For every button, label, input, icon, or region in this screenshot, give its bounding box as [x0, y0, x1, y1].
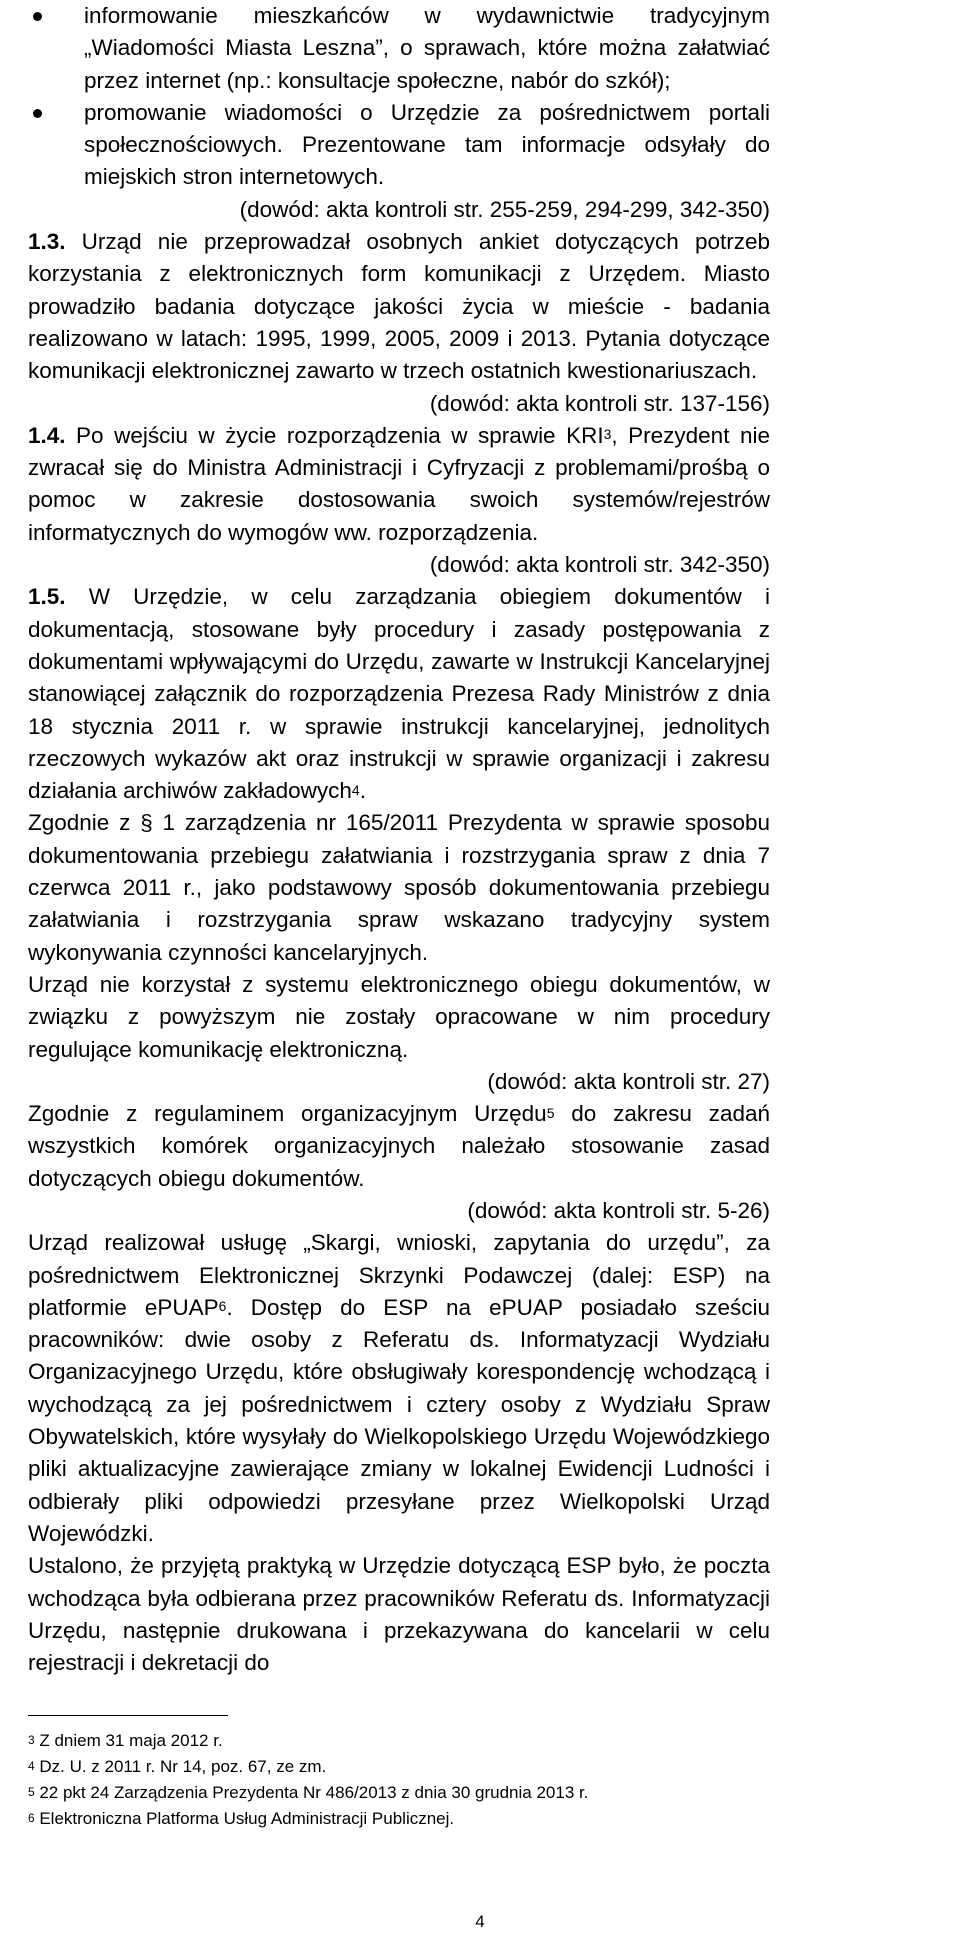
footnote-ref: 6 — [218, 1298, 227, 1315]
footnote-ref: 4 — [351, 781, 360, 798]
page-content — [28, 0, 770, 1832]
bullet-text: informowanie mieszkańców w wydawnictwie tradycyjnym „Wiadomości Miasta Leszna”, o sprawach, które można załatwiać przez internet (np.: konsultacje społeczne, nabór do szkół); — [84, 3, 770, 93]
evidence-reference: (dowód: akta kontroli str. 255-259, 294-299, 342-350) — [239, 196, 770, 222]
bullet-text: promowanie wiadomości o Urzędzie za pośrednictwem portali społecznościowych. Prezentowane tam informacje odsyłały do miejskich stron internetowych. — [84, 99, 770, 190]
bullet-icon — [33, 109, 42, 118]
footnote-text: Elektroniczna Platforma Usług Administracji Publicznej. — [34, 1809, 455, 1829]
footnote-number: 6 — [28, 1811, 35, 1826]
footnote-number: 5 — [28, 1785, 35, 1800]
evidence-reference: (dowód: akta kontroli str. 27) — [487, 1068, 770, 1094]
footnote — [28, 1806, 770, 1832]
footnote-separator — [28, 1715, 228, 1716]
section-1-4 — [28, 420, 770, 549]
section-text: Po wejściu w życie rozporządzenia w sprawie KRI — [65, 422, 604, 448]
footnote-text: 22 pkt 24 Zarządzenia Prezydenta Nr 486/2013 z dnia 30 grudnia 2013 r. — [34, 1783, 589, 1803]
paragraph-text-continued: do zakresu zadań wszystkich komórek organizacyjnych należało stosowanie zasad dotyczących obiegu dokumentów. — [28, 1101, 771, 1191]
footnote-text: Z dniem 31 maja 2012 r. — [34, 1731, 223, 1751]
section-number: 1.5. — [28, 584, 66, 610]
evidence-reference: (dowód: akta kontroli str. 342-350) — [429, 552, 770, 578]
paragraph-text: Zgodnie z regulaminem organizacyjnym Urzędu — [28, 1101, 547, 1127]
list-item — [28, 97, 770, 194]
page-number: 4 — [475, 1912, 485, 1931]
section-number: 1.3. — [28, 229, 66, 255]
paragraph-zgodnie: Zgodnie z § 1 zarządzenia nr 165/2011 Prezydenta w sprawie sposobu dokumentowania przebiegu załatwiania i rozstrzygania spraw z dnia 7 czerwca 2011 r., jako podstawowy sposób dokumentowania przebiegu załatwiania i rozstrzygania spraw wskazano tradycyjny system wykonywania czynności kancelaryjnych. — [28, 810, 770, 965]
paragraph-text: Urząd realizował usługę „Skargi, wnioski, zapytania do urzędu”, za pośrednictwem Elektronicznej Skrzynki Podawczej (dalej: ESP) na platformie ePUAP — [28, 1230, 770, 1320]
paragraph-no-electronic-system: Urząd nie korzystał z systemu elektronicznego obiegu dokumentów, w związku z powyższym nie zostały opracowane w nim procedury regulujące komunikację elektroniczną. — [28, 971, 770, 1062]
section-number: 1.4. — [28, 422, 66, 448]
footnote — [28, 1728, 770, 1754]
paragraph-esp — [28, 1227, 770, 1550]
footnote-ref: 3 — [603, 426, 612, 443]
paragraph-text-continued: . Dostęp do ESP na ePUAP posiadało sześciu pracowników: dwie osoby z Referatu ds. Informatyzacji Wydziału Organizacyjnego Urzędu, które obsługiwały korespondencję wchodzącą i wychodzącą za jej pośrednictwem i cztery osoby z Wydziału Spraw Obywatelskich, które wysyłały do Wielkopolskiego Urzędu Wojewódzkiego pliki aktualizacyjne zawierające zmiany w lokalnej Ewidencji Ludności i odbierały pliki odpowiedzi przesyłane przez Wielkopolski Urząd Wojewódzki. — [28, 1294, 771, 1546]
paragraph-regulamin — [28, 1098, 770, 1195]
paragraph-ustalono: Ustalono, że przyjętą praktyką w Urzędzie dotyczącą ESP było, że poczta wchodząca była odbierana przez pracowników Referatu ds. Informatyzacji Urzędu, następnie drukowana i przekazywana do kancelarii w celu rejestracji i dekretacji do — [28, 1553, 770, 1676]
footnote-number: 4 — [28, 1759, 35, 1774]
section-1-5 — [28, 581, 770, 807]
footnote-ref: 5 — [546, 1104, 555, 1121]
section-1-3 — [28, 226, 770, 387]
evidence-reference: (dowód: akta kontroli str. 5-26) — [467, 1197, 770, 1223]
section-text-continued: , Prezydent nie zwracał się do Ministra Administracji i Cyfryzacji z problemami/prośbą o pomoc w zakresie dostosowania swoich systemów/rejestrów informatycznych do wymogów ww. rozporządzenia. — [28, 422, 770, 545]
section-text: W Urzędzie, w celu zarządzania obiegiem dokumentów i dokumentacją, stosowane były procedury i zasady postępowania z dokumentami wpływającymi do Urzędu, zawarte w Instrukcji Kancelaryjnej stanowiącej załącznik do rozporządzenia Prezesa Rady Ministrów z dnia 18 stycznia 2011 r. w sprawie instrukcji kancelaryjnej, jednolitych rzeczowych wykazów akt oraz instrukcji w sprawie organizacji i zakresu działania archiwów zakładowych — [28, 584, 770, 804]
footnote — [28, 1754, 770, 1780]
section-text: Urząd nie przeprowadzał osobnych ankiet dotyczących potrzeb korzystania z elektronicznych form komunikacji z Urzędem. Miasto prowadziło badania dotyczące jakości życia w mieście - badania realizowano w latach: 1995, 1999, 2005, 2009 i 2013. Pytania dotyczące komunikacji elektronicznej zawarto w trzech ostatnich kwestionariuszach. — [28, 229, 770, 384]
bullet-list — [28, 0, 770, 194]
evidence-reference: (dowód: akta kontroli str. 137-156) — [429, 390, 770, 416]
list-item — [28, 0, 770, 97]
footnote-number: 3 — [28, 1733, 35, 1748]
bullet-icon — [33, 12, 42, 21]
footnote — [28, 1780, 770, 1806]
footnote-text: Dz. U. z 2011 r. Nr 14, poz. 67, ze zm. — [34, 1757, 327, 1777]
section-text-continued: . — [359, 778, 366, 804]
